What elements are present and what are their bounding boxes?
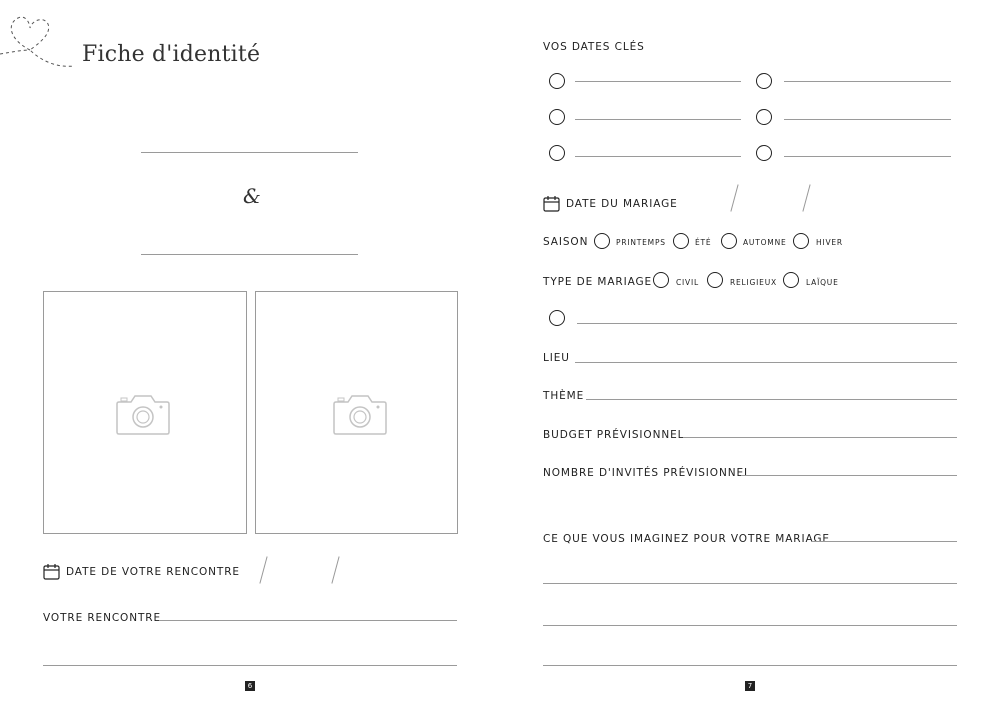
lieu-line[interactable] — [575, 362, 957, 363]
date-separator — [331, 556, 339, 583]
calendar-icon — [43, 563, 60, 580]
partner2-name-line[interactable] — [141, 254, 358, 255]
page-number: 7 — [745, 681, 755, 691]
type-option-label: LAÏQUE — [806, 278, 839, 287]
date-cle-checkbox[interactable] — [549, 109, 565, 125]
theme-label: THÈME — [543, 390, 585, 402]
imaginez-line[interactable] — [811, 541, 957, 542]
saison-ete-radio[interactable] — [673, 233, 689, 249]
partner1-name-line[interactable] — [141, 152, 358, 153]
date-rencontre-label: DATE DE VOTRE RENCONTRE — [66, 566, 240, 578]
type-laique-radio[interactable] — [783, 272, 799, 288]
date-cle-checkbox[interactable] — [756, 109, 772, 125]
photo-frame-1[interactable] — [43, 291, 247, 534]
camera-icon — [115, 392, 171, 436]
date-cle-line[interactable] — [784, 156, 951, 157]
saison-printemps-radio[interactable] — [594, 233, 610, 249]
autre-option-checkbox[interactable] — [549, 310, 565, 326]
page-number: 6 — [245, 681, 255, 691]
saison-option-label: AUTOMNE — [743, 238, 787, 247]
imaginez-line-3[interactable] — [543, 625, 957, 626]
saison-automne-radio[interactable] — [721, 233, 737, 249]
date-mariage-label: DATE DU MARIAGE — [566, 198, 678, 210]
saison-option-label: PRINTEMPS — [616, 238, 666, 247]
date-separator — [259, 556, 267, 583]
votre-rencontre-line[interactable] — [159, 620, 457, 621]
imaginez-line-2[interactable] — [543, 583, 957, 584]
dates-cles-label: VOS DATES CLÉS — [543, 41, 645, 53]
date-separator — [802, 184, 810, 211]
invites-line[interactable] — [741, 475, 957, 476]
date-cle-checkbox[interactable] — [756, 145, 772, 161]
invites-label: NOMBRE D'INVITÉS PRÉVISIONNEL — [543, 467, 751, 479]
date-cle-checkbox[interactable] — [549, 73, 565, 89]
calendar-icon — [543, 195, 560, 212]
date-cle-line[interactable] — [575, 81, 741, 82]
saison-option-label: HIVER — [816, 238, 843, 247]
type-option-label: CIVIL — [676, 278, 699, 287]
date-cle-line[interactable] — [784, 81, 951, 82]
date-cle-line[interactable] — [784, 119, 951, 120]
lieu-label: LIEU — [543, 352, 570, 364]
autre-option-line[interactable] — [577, 323, 957, 324]
photo-frame-2[interactable] — [255, 291, 458, 534]
date-cle-line[interactable] — [575, 156, 741, 157]
budget-line[interactable] — [683, 437, 957, 438]
theme-line[interactable] — [586, 399, 957, 400]
date-cle-checkbox[interactable] — [549, 145, 565, 161]
heart-dashed-icon — [0, 10, 80, 72]
type-option-label: RELIGIEUX — [730, 278, 777, 287]
page-title: Fiche d'identité — [82, 42, 261, 67]
camera-icon — [332, 392, 388, 436]
date-cle-checkbox[interactable] — [756, 73, 772, 89]
type-religieux-radio[interactable] — [707, 272, 723, 288]
budget-label: BUDGET PRÉVISIONNEL — [543, 429, 685, 441]
date-separator — [730, 184, 738, 211]
votre-rencontre-line-2[interactable] — [43, 665, 457, 666]
votre-rencontre-label: VOTRE RENCONTRE — [43, 612, 162, 624]
date-cle-line[interactable] — [575, 119, 741, 120]
type-civil-radio[interactable] — [653, 272, 669, 288]
saison-hiver-radio[interactable] — [793, 233, 809, 249]
imaginez-label: CE QUE VOUS IMAGINEZ POUR VOTRE MARIAGE — [543, 533, 830, 545]
saison-option-label: ÉTÉ — [695, 238, 712, 247]
saison-label: SAISON — [543, 236, 589, 248]
ampersand: & — [243, 184, 261, 208]
imaginez-line-4[interactable] — [543, 665, 957, 666]
type-mariage-label: TYPE DE MARIAGE — [543, 276, 653, 288]
